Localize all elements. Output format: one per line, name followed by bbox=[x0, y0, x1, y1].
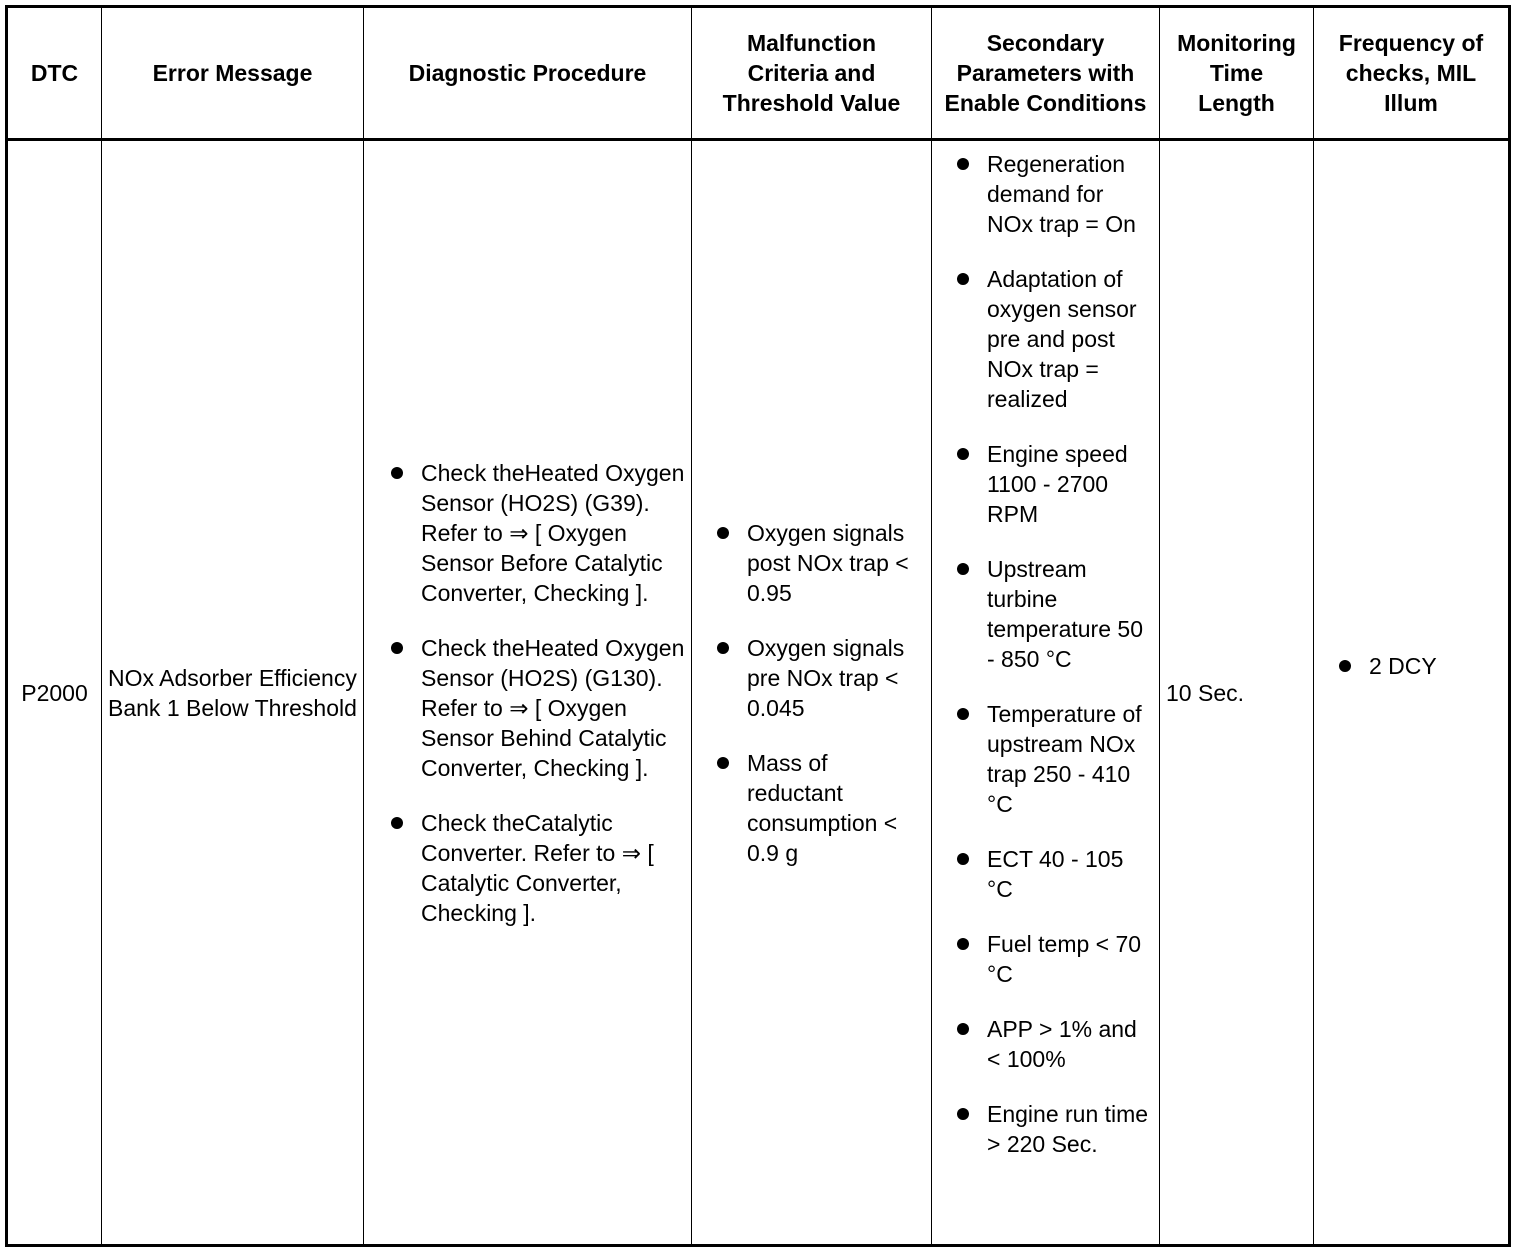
header-dtc: DTC bbox=[7, 7, 102, 140]
procedure-step: Check theHeated Oxygen Sensor (HO2S) (G130). Refer to ⇒ [ Oxygen Sensor Behind Catalytic Converter, Checking ]. bbox=[388, 633, 687, 783]
header-row bbox=[7, 7, 1510, 140]
parameter-item: Adaptation of oxygen sensor pre and post NOx trap = realized bbox=[954, 264, 1155, 414]
parameter-item: Fuel temp < 70 °C bbox=[954, 929, 1155, 989]
error-message: NOx Adsorber Efficiency Bank 1 Below Threshold bbox=[102, 140, 364, 1246]
malfunction-criteria bbox=[692, 140, 932, 1246]
dtc-table bbox=[5, 5, 1511, 1247]
header-malfunction-criteria: Malfunction Criteria and Threshold Value bbox=[692, 7, 932, 140]
parameter-item: Regeneration demand for NOx trap = On bbox=[954, 149, 1155, 239]
frequency-list bbox=[1336, 651, 1508, 681]
header-error-message: Error Message bbox=[102, 7, 364, 140]
frequency bbox=[1314, 140, 1510, 1246]
header-diagnostic-procedure: Diagnostic Procedure bbox=[364, 7, 692, 140]
criteria-list bbox=[714, 518, 927, 868]
parameter-item: Temperature of upstream NOx trap 250 - 410 °C bbox=[954, 699, 1155, 819]
criteria-item: Oxygen signals post NOx trap < 0.95 bbox=[714, 518, 927, 608]
criteria-item: Oxygen signals pre NOx trap < 0.045 bbox=[714, 633, 927, 723]
frequency-item: 2 DCY bbox=[1336, 651, 1508, 681]
header-secondary-parameters: Secondary Parameters with Enable Conditions bbox=[932, 7, 1160, 140]
parameter-item: Upstream turbine temperature 50 - 850 °C bbox=[954, 554, 1155, 674]
procedure-step: Check theCatalytic Converter. Refer to ⇒ [ Catalytic Converter, Checking ]. bbox=[388, 808, 687, 928]
dtc-code: P2000 bbox=[7, 140, 102, 1246]
secondary-parameters bbox=[932, 140, 1160, 1246]
parameter-item: Engine speed 1100 - 2700 RPM bbox=[954, 439, 1155, 529]
procedure-step: Check theHeated Oxygen Sensor (HO2S) (G39). Refer to ⇒ [ Oxygen Sensor Before Catalytic Converter, Checking ]. bbox=[388, 458, 687, 608]
procedure-list bbox=[388, 458, 687, 928]
monitoring-time: 10 Sec. bbox=[1160, 140, 1314, 1246]
diagnostic-procedure bbox=[364, 140, 692, 1246]
criteria-item: Mass of reductant consumption < 0.9 g bbox=[714, 748, 927, 868]
header-frequency: Frequency of checks, MIL Illum bbox=[1314, 7, 1510, 140]
parameter-item: ECT 40 - 105 °C bbox=[954, 844, 1155, 904]
header-monitoring-time: Monitoring Time Length bbox=[1160, 7, 1314, 140]
table-row bbox=[7, 140, 1510, 1246]
parameter-list bbox=[954, 149, 1155, 1159]
parameter-item: APP > 1% and < 100% bbox=[954, 1014, 1155, 1074]
parameter-item: Engine run time > 220 Sec. bbox=[954, 1099, 1155, 1159]
